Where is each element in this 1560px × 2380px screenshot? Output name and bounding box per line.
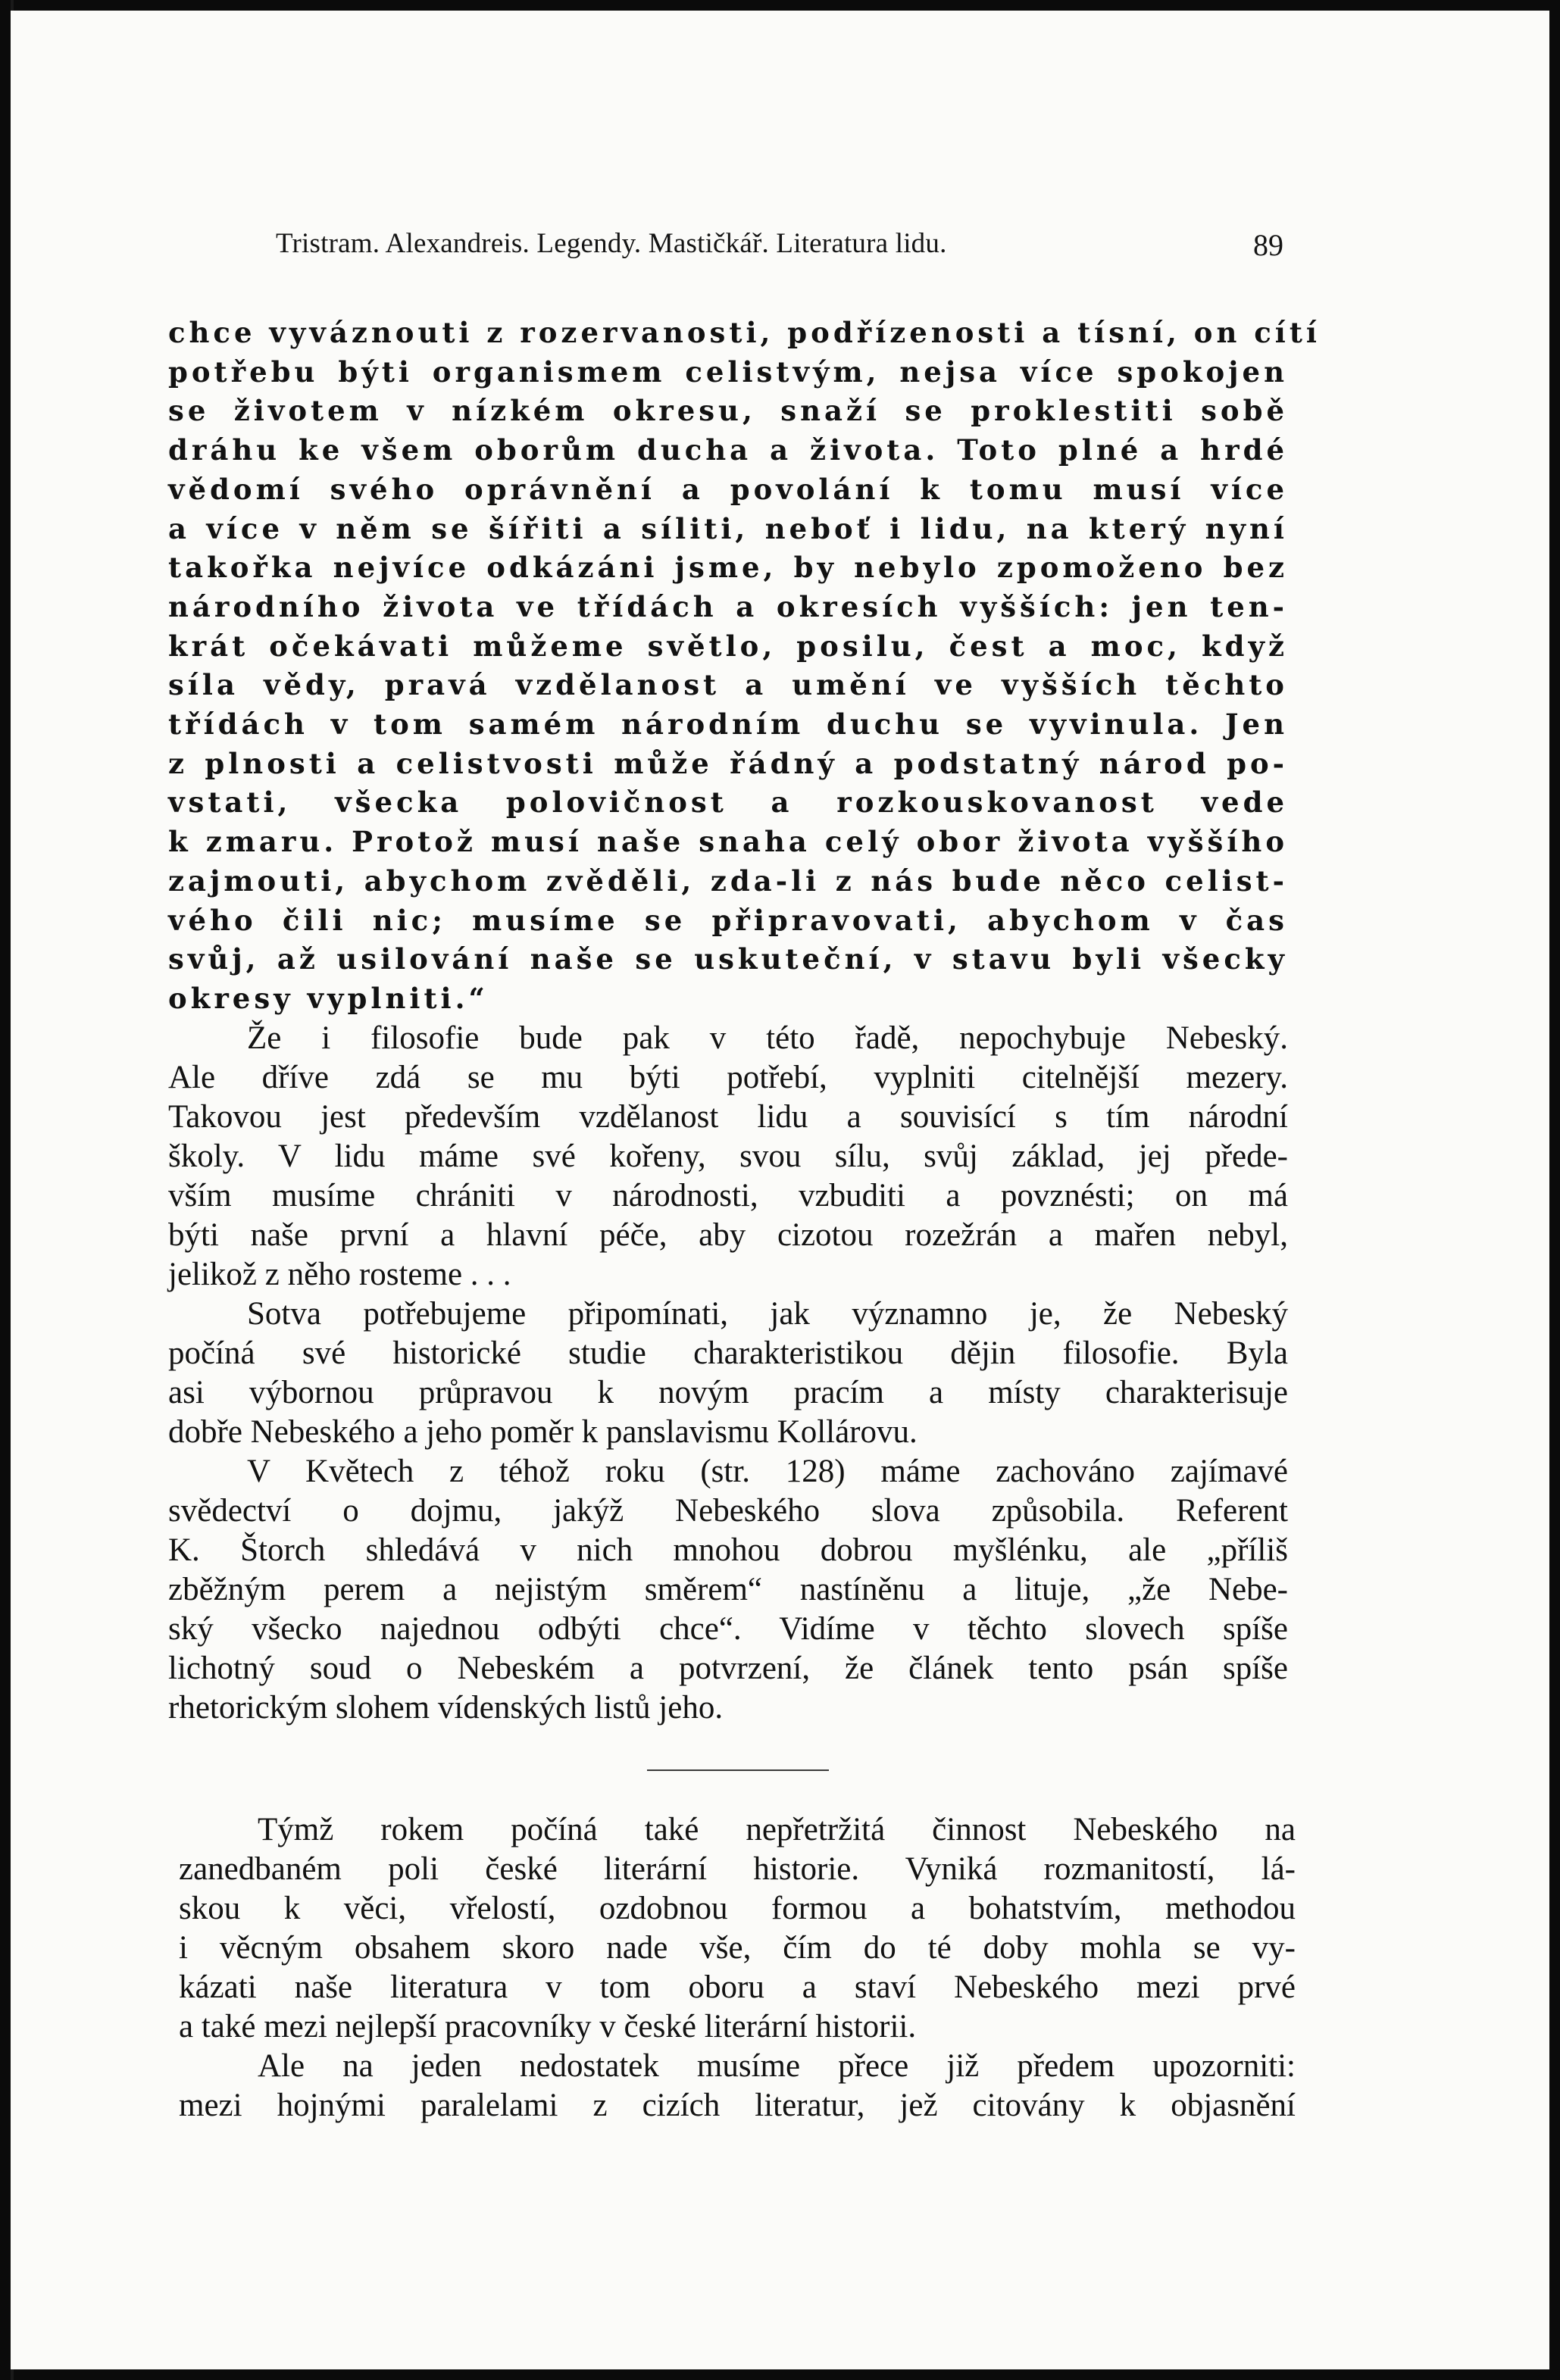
paragraph (168, 1295, 1288, 1452)
text-line: okresy vyplniti.“ (168, 981, 489, 1015)
text-line: Ale dříve zdá se mu býti potřebí, vyplniti citelnější mezery. (168, 1059, 1288, 1095)
text-line: býti naše první a hlavní péče, aby cizotou rozežrán a mařen nebyl, (168, 1217, 1288, 1253)
text-line: jelikož z něho rosteme . . . (168, 1256, 511, 1292)
text-line: kázati naše literatura v tom oboru a staví Nebeského mezi prvé (179, 1969, 1296, 2005)
text-line: Že i filosofie bude pak v této řadě, nepochybuje Nebeský. (247, 1020, 1288, 1056)
text-line: zběžným perem a nejistým směrem“ nastíněnu a lituje, „že Nebe- (168, 1571, 1288, 1607)
quoted-passage (168, 314, 1321, 1019)
text-line: z plnosti a celistvosti může řádný a podstatný národ po- (168, 746, 1288, 780)
text-line: zajmouti, abychom zvěděli, zda-li z nás bude něco celist- (168, 864, 1288, 898)
running-header (155, 223, 1283, 268)
text-line: K. Štorch shledává v nich mnohou dobrou myšlénku, ale „příliš (168, 1532, 1288, 1568)
text-line: vstati, všecka polovičnost a rozkouskovanost vede (168, 786, 1288, 820)
text-line: Takovou jest především vzdělanost lidu a souvisící s tím národní (168, 1098, 1288, 1135)
text-line: Sotva potřebujeme připomínati, jak významno je, že Nebeský (247, 1295, 1288, 1332)
text-line: k zmaru. Protož musí naše snaha celý obor života vyššího (168, 825, 1288, 859)
text-line: lichotný soud o Nebeském a potvrzení, že článek tento psán spíše (168, 1650, 1288, 1686)
text-line: i věcným obsahem skoro nade vše, čím do té doby mohla se vy- (179, 1930, 1296, 1966)
text-line: a také mezi nejlepší pracovníky v české literární historii. (179, 2009, 917, 2044)
text-line: Ale na jeden nedostatek musíme přece již předem upozorniti: (258, 2048, 1296, 2084)
text-line: národního života ve třídách a okresích vyšších: jen ten- (168, 589, 1288, 623)
text-line: krát očekávati můžeme světlo, posilu, čest a moc, když (168, 629, 1288, 663)
text-line: vého čili nic; musíme se připravovati, abychom v čas (168, 903, 1288, 937)
text-line: V Květech z téhož roku (str. 128) máme zachováno zajímavé (247, 1453, 1288, 1489)
paragraph (179, 1810, 1296, 2047)
text-line: vším musíme chrániti v národnosti, vzbuditi a povznésti; on má (168, 1177, 1288, 1213)
text-line: svědectví o dojmu, jakýž Nebeského slova způsobila. Referent (168, 1492, 1288, 1529)
text-line: dráhu ke všem oborům ducha a života. Toto plné a hrdé (168, 433, 1288, 467)
text-line: potřebu býti organismem celistvým, nejsa více spokojen (168, 355, 1288, 389)
text-line: a více v něm se šířiti a síliti, neboť i lidu, na který nyní (168, 511, 1288, 545)
page-number: 89 (1253, 228, 1283, 262)
text-line: třídách v tom samém národním duchu se vyvinula. Jen (168, 707, 1288, 742)
main-text (168, 314, 1321, 1728)
text-line: ský všecko najednou odbýti chce“. Vidíme v těchto slovech spíše (168, 1610, 1288, 1647)
text-line: se životem v nízkém okresu, snaží se proklestiti sobě (168, 394, 1288, 428)
book-page (11, 11, 1549, 2369)
text-line: dobře Nebeského a jeho poměr k panslavismu Kollárovu. (168, 1413, 918, 1450)
section-divider (647, 1769, 829, 1771)
text-line: rhetorickým slohem vídenských listů jeho. (168, 1689, 724, 1726)
text-line: asi výbornou průpravou k novým pracím a místy charakterisuje (168, 1374, 1288, 1410)
text-line: mezi hojnými paralelami z cizích literatur, jež citovány k objasnění (179, 2088, 1296, 2123)
text-line: svůj, až usilování naše se uskuteční, v stavu byli všecky (168, 942, 1288, 976)
text-line: Týmž rokem počíná také nepřetržitá činnost Nebeského na (258, 1812, 1296, 1847)
paragraphs (168, 1019, 1288, 1728)
second-section (179, 1810, 1296, 2125)
text-line: vědomí svého oprávnění a povolání k tomu musí více (168, 472, 1288, 506)
text-line: síla vědy, pravá vzdělanost a umění ve vyšších těchto (168, 668, 1288, 702)
paragraph (179, 2047, 1296, 2125)
text-line: chce vyváznouti z rozervanosti, podřízenosti a tísní, on cítí (168, 316, 1321, 349)
text-line: zanedbaném poli české literární historie. Vyniká rozmanitostí, lá- (179, 1851, 1296, 1887)
text-line: počíná své historické studie charakteristikou dějin filosofie. Byla (168, 1335, 1288, 1371)
text-line: skou k věci, vřelostí, ozdobnou formou a bohatstvím, methodou (179, 1891, 1296, 1926)
text-line: školy. V lidu máme své kořeny, svou sílu, svůj základ, jej přede- (168, 1138, 1288, 1174)
running-title: Tristram. Alexandreis. Legendy. Mastičkář. Literatura lidu. (276, 228, 947, 259)
text-line: takořka nejvíce odkázáni jsme, by nebylo zpomoženo bez (168, 551, 1288, 585)
paragraph (168, 1019, 1288, 1295)
paragraph (168, 1452, 1288, 1728)
